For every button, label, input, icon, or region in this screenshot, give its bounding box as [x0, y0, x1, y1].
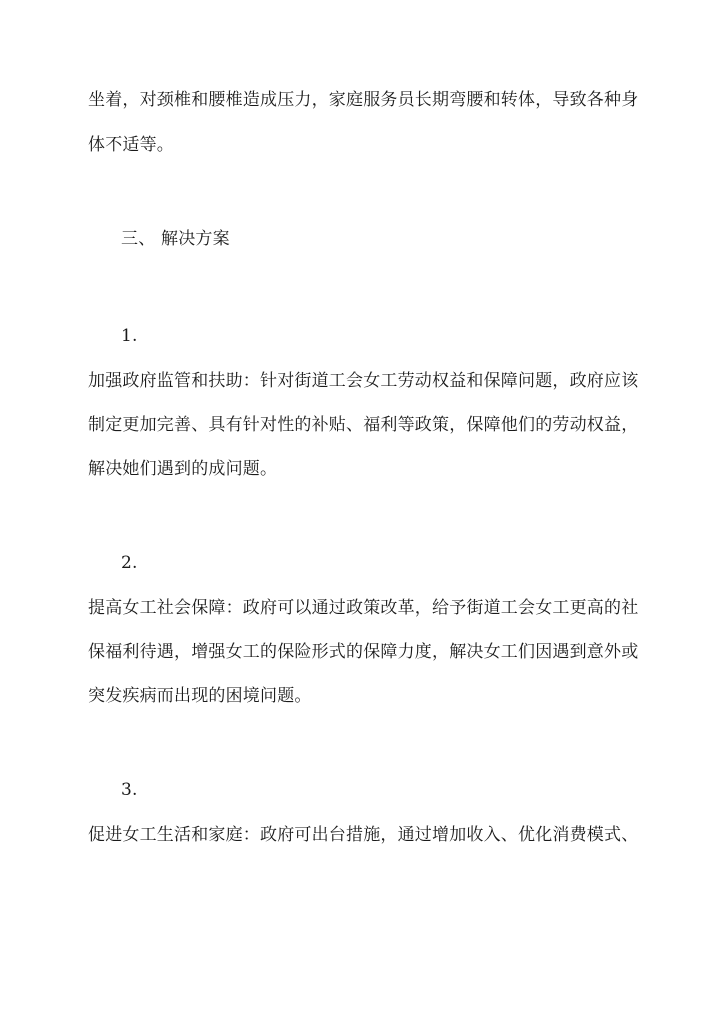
paragraph-line: 制定更加完善、具有针对性的补贴、福利等政策，保障他们的劳动权益，: [88, 415, 639, 435]
paragraph-line: 体不适等。: [88, 135, 174, 155]
item-number: 3.: [121, 780, 138, 800]
paragraph-line: 加强政府监管和扶助：针对街道工会女工劳动权益和保障问题，政府应该: [88, 371, 639, 391]
paragraph-line: 保福利待遇，增强女工的保险形式的保障力度，解决女工们因遇到意外或: [88, 642, 639, 662]
paragraph-line: 坐着，对颈椎和腰椎造成压力，家庭服务员长期弯腰和转体，导致各种身: [88, 90, 639, 110]
paragraph-line: 提高女工社会保障：政府可以通过政策改革，给予街道工会女工更高的社: [88, 598, 639, 618]
paragraph-line: 突发疾病而出现的困境问题。: [88, 686, 312, 706]
paragraph-line: 促进女工生活和家庭：政府可出台措施，通过增加收入、优化消费模式、: [88, 825, 639, 845]
section-heading: 三、 解决方案: [121, 229, 230, 249]
item-number: 1.: [121, 326, 138, 346]
paragraph-line: 解决她们遇到的成问题。: [88, 459, 278, 479]
item-number: 2.: [121, 553, 138, 573]
